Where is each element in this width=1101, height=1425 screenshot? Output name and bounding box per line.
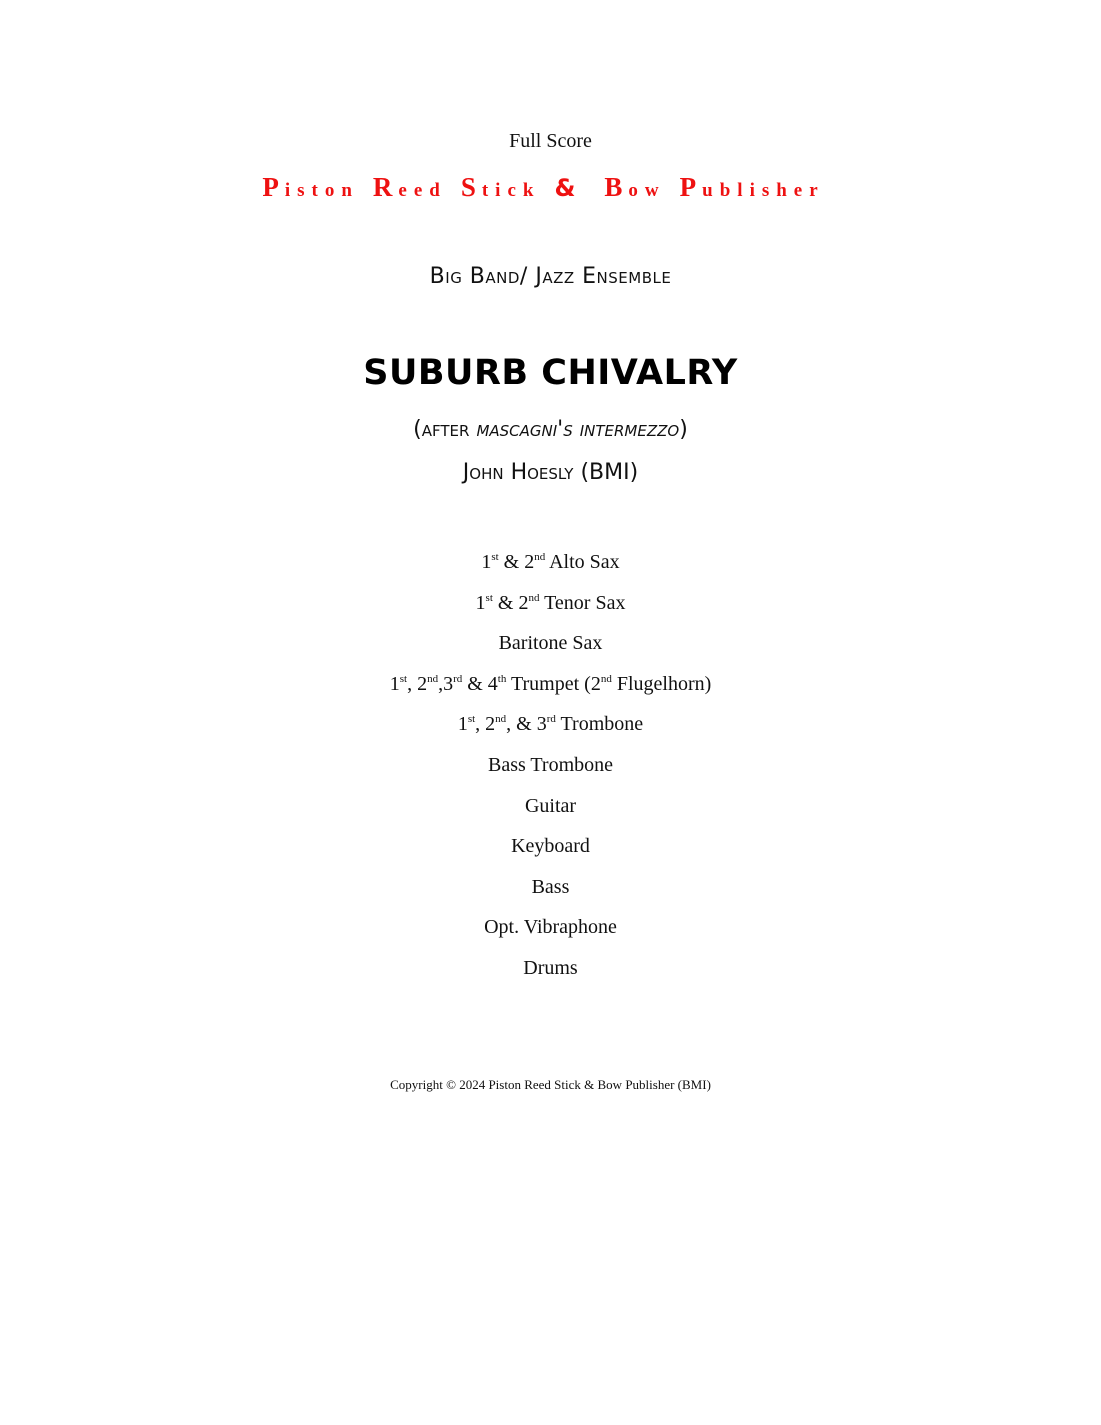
- instrument-item: [0, 792, 1101, 833]
- instrument-item: [0, 589, 1101, 630]
- instrument-item: [0, 548, 1101, 589]
- instrument-text: Bass: [531, 875, 570, 898]
- instrument-text: , 2: [475, 713, 496, 736]
- full-score-label: Full Score: [509, 130, 592, 152]
- subtitle-suffix: ): [679, 417, 688, 442]
- instrument-text: Opt. Vibraphone: [484, 916, 617, 939]
- publisher-word: [262, 172, 359, 202]
- instrument-text: 1: [481, 551, 492, 573]
- instrument-text: ,3: [438, 672, 454, 695]
- instrument-item: [0, 913, 1101, 954]
- ordinal-suffix: st: [399, 672, 408, 685]
- publisher-word-initial: R: [372, 172, 399, 202]
- publisher-word-initial: P: [262, 172, 285, 202]
- subtitle-prefix: (after: [413, 417, 477, 442]
- publisher-word-rest: ublisher: [702, 180, 825, 201]
- publisher-word: [372, 172, 447, 202]
- instrument-text: Alto Sax: [545, 551, 620, 573]
- instrument-text: , & 3: [506, 713, 547, 736]
- publisher-word-initial: B: [604, 172, 629, 202]
- publisher-ampersand: &: [554, 174, 583, 202]
- instrument-item: [0, 670, 1101, 711]
- instrumentation-list: [0, 548, 1101, 995]
- instrument-item: [0, 832, 1101, 873]
- ordinal-suffix: nd: [534, 551, 546, 563]
- ordinal-suffix: rd: [453, 672, 463, 685]
- publisher-word: [604, 172, 666, 202]
- instrument-text: 1: [475, 591, 486, 614]
- instrument-item: [0, 954, 1101, 995]
- instrument-text: & 2: [492, 591, 529, 614]
- instrument-text: Trumpet (2: [506, 672, 601, 695]
- instrument-item: [0, 751, 1101, 792]
- piece-title: SUBURB CHIVALRY: [363, 353, 738, 393]
- instrument-text: Trombone: [555, 713, 644, 736]
- instrument-text: Bass Trombone: [487, 753, 614, 776]
- publisher-word: [679, 172, 825, 202]
- instrument-text: Tenor Sax: [539, 591, 626, 614]
- ordinal-suffix: th: [497, 672, 507, 685]
- ordinal-suffix: nd: [528, 591, 540, 604]
- instrument-text: Guitar: [524, 794, 577, 817]
- instrument-text: Flugelhorn): [611, 672, 712, 695]
- instrument-text: 1: [457, 713, 468, 736]
- instrument-text: Drums: [523, 956, 578, 979]
- ordinal-suffix: st: [485, 591, 493, 604]
- copyright-notice: Copyright © 2024 Piston Reed Stick & Bow Publisher (BMI): [390, 1077, 711, 1092]
- instrument-item: [0, 629, 1101, 670]
- ordinal-suffix: rd: [546, 713, 556, 726]
- subtitle-italic: mascagni's intermezzo: [476, 417, 680, 442]
- publisher-word-rest: eed: [398, 180, 447, 201]
- ordinal-suffix: st: [491, 551, 499, 563]
- publisher-word: [460, 172, 541, 202]
- instrument-item: [0, 710, 1101, 751]
- publisher-word-rest: iston: [284, 180, 359, 201]
- publisher-name: [0, 172, 1101, 203]
- instrument-text: 1: [389, 672, 400, 695]
- instrument-text: , 2: [407, 672, 428, 695]
- publisher-word-initial: S: [460, 172, 482, 202]
- instrument-text: & 4: [462, 672, 498, 695]
- composer-credit: John Hoesly (BMI): [462, 460, 639, 485]
- ordinal-suffix: nd: [495, 713, 507, 726]
- instrument-text: & 2: [498, 551, 535, 573]
- publisher-word-initial: P: [679, 172, 703, 202]
- publisher-word-rest: tick: [481, 180, 541, 201]
- ordinal-suffix: nd: [600, 672, 612, 685]
- ordinal-suffix: st: [467, 713, 476, 726]
- publisher-word-rest: ow: [628, 180, 666, 201]
- instrument-item: [0, 873, 1101, 914]
- ordinal-suffix: nd: [427, 672, 439, 685]
- instrument-text: Baritone Sax: [498, 632, 603, 655]
- piece-subtitle: [0, 417, 1101, 442]
- ensemble-type: Big Band/ Jazz Ensemble: [429, 264, 672, 289]
- instrument-text: Keyboard: [511, 835, 590, 858]
